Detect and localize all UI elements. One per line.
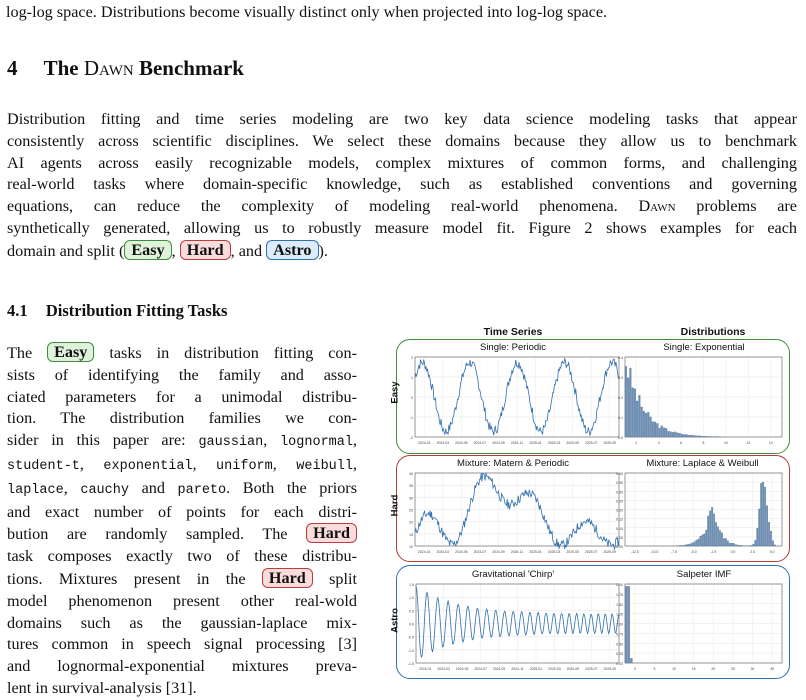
section-4-title-dawn: Dawn	[84, 56, 134, 80]
x-tick-label: 2025-01	[530, 667, 543, 671]
section-4-heading	[7, 56, 244, 81]
family-student-t: student-t	[7, 459, 80, 474]
y-tick-label: 1	[411, 376, 413, 380]
x-tick-label: 2025-07	[585, 550, 598, 554]
histogram-bar	[707, 516, 709, 546]
y-tick-label: -1.0	[408, 649, 414, 653]
histogram-bar	[677, 433, 679, 437]
histogram-bar	[723, 538, 725, 546]
y-tick-label: 1.00	[616, 623, 623, 627]
x-tick-label: 2024-07	[474, 550, 487, 554]
para-text: sider in this paper are:	[7, 431, 186, 449]
para-line: laplace, cauchy and pareto. Both the priors	[7, 478, 357, 502]
para-text: tions. Mixtures present in the	[7, 570, 246, 588]
y-tick-label: 0.25	[616, 499, 623, 503]
x-tick-label: 5	[653, 667, 655, 671]
para-line: task composes exactly two of these distribu-	[7, 546, 357, 568]
section-4-1-paragraph	[7, 342, 357, 700]
histogram-bar	[686, 545, 688, 546]
y-tick-label: -2	[410, 436, 413, 440]
para-line: lent in survival-analysis [31].	[7, 678, 357, 700]
family-weibull: weibull	[296, 459, 353, 474]
family-uniform: uniform	[216, 459, 273, 474]
x-tick-label: 2025-07	[585, 667, 598, 671]
section-4-line-text: ).	[319, 242, 328, 260]
x-tick-label: -7.5	[671, 550, 677, 554]
panel-title-ts-hard: Mixture: Matern & Periodic	[413, 458, 613, 469]
hard-badge: Hard	[306, 523, 357, 543]
section-4-paragraph	[7, 109, 797, 263]
x-tick-label: 8	[703, 441, 705, 445]
histogram-bar	[762, 482, 764, 546]
y-tick-label: 0.30	[616, 490, 623, 494]
x-tick-label: 10	[672, 667, 676, 671]
histogram-bar	[654, 422, 656, 437]
para-line	[7, 568, 357, 591]
x-tick-label: 5.0	[770, 550, 775, 554]
row-label-easy: Easy	[390, 373, 401, 413]
para-line: tures common in speech signal processing [3]	[7, 634, 357, 656]
y-tick-label: 0.05	[616, 536, 623, 540]
y-tick-label: 1.0	[409, 596, 414, 600]
easy-badge: Easy	[124, 240, 171, 260]
histogram-bar	[733, 543, 735, 546]
family-exponential: exponential	[103, 459, 192, 474]
histogram-bar	[758, 509, 760, 546]
x-tick-label: 2024-01	[418, 550, 431, 554]
histogram-bar	[632, 388, 634, 437]
x-tick-label: 2025-05	[566, 441, 579, 445]
y-tick-label: 0.75	[616, 632, 623, 636]
astro-badge: Astro	[266, 240, 318, 260]
histogram-bar	[690, 544, 692, 546]
x-tick-label: 2024-11	[511, 550, 523, 554]
section-4-line-text: ,	[172, 242, 176, 260]
histogram-bar	[756, 528, 758, 546]
histogram-bar	[627, 378, 629, 437]
chart-dist-astro	[615, 580, 785, 675]
x-tick-label: 0	[634, 667, 636, 671]
para-text: bution are randomly sampled. The	[7, 525, 288, 543]
y-tick-label: 30	[409, 496, 413, 500]
x-tick-label: 2025-07	[585, 441, 598, 445]
histogram-bar	[688, 435, 690, 437]
y-tick-label: 0.2	[618, 396, 623, 400]
histogram-bar	[679, 433, 681, 437]
y-tick-label: 0.4	[618, 356, 623, 360]
figure-2	[383, 325, 799, 691]
histogram-bar	[715, 522, 717, 546]
x-tick-label: 2.5	[750, 550, 755, 554]
row-label-hard: Hard	[390, 486, 401, 526]
family-pareto: pareto	[178, 483, 227, 498]
panel-title-dist-easy: Single: Exponential	[620, 342, 788, 353]
y-tick-label: 0	[411, 396, 413, 400]
x-tick-label: 30	[751, 667, 755, 671]
y-tick-label: 0.0	[409, 623, 414, 627]
x-tick-label: 2024-09	[493, 667, 506, 671]
chart-ts-hard	[405, 469, 622, 558]
y-tick-label: 2	[411, 356, 413, 360]
section-4-1-title: Distribution Fitting Tasks	[46, 301, 228, 320]
x-tick-label: 2024-03	[437, 441, 450, 445]
x-tick-label: 2024-01	[418, 441, 431, 445]
family-laplace: laplace	[7, 483, 64, 498]
y-tick-label: 0.3	[618, 376, 623, 380]
para-line: sists of identifying the family and asso-	[7, 365, 357, 387]
easy-badge: Easy	[47, 342, 94, 362]
para-line: sider in this paper are: gaussian, lognormal,	[7, 430, 357, 454]
y-tick-label: 20	[409, 521, 413, 525]
histogram-bar	[634, 389, 636, 437]
histogram-bar	[699, 436, 701, 437]
histogram-bar	[684, 545, 686, 546]
histogram-bar	[629, 368, 631, 437]
histogram-bar	[710, 436, 712, 437]
histogram-bar	[709, 511, 711, 546]
histogram-bar	[686, 434, 688, 437]
family-cauchy: cauchy	[80, 483, 129, 498]
col-header-distributions: Distributions	[608, 326, 806, 338]
y-tick-label: -1	[410, 416, 413, 420]
x-tick-label: 2025-09	[604, 667, 617, 671]
y-tick-label: 0.50	[616, 642, 623, 646]
histogram-bar	[698, 539, 700, 546]
x-tick-label: 2025-01	[529, 550, 542, 554]
x-tick-label: -2.5	[710, 550, 716, 554]
y-tick-label: 0.40	[616, 472, 623, 476]
histogram-bar	[663, 428, 665, 437]
histogram-bar	[739, 545, 741, 546]
top-continuation-line: log-log space. Distributions become visually distinct only when projected into log-log space.	[6, 2, 607, 24]
histogram-bar	[760, 483, 762, 546]
x-tick-label: 2025-05	[567, 667, 580, 671]
x-tick-label: 35	[770, 667, 774, 671]
y-tick-label: 25	[409, 509, 413, 513]
x-tick-label: 20	[711, 667, 715, 671]
x-tick-label: 2025-03	[548, 550, 561, 554]
para-line: domains such as the gaussian-laplace mix-	[7, 613, 357, 635]
para-line	[7, 342, 357, 365]
section-4-line-text: problems are	[696, 197, 797, 215]
x-tick-label: 2	[635, 441, 637, 445]
histogram-bar	[704, 534, 706, 546]
section-4-line: consistently across scientific disciplines. We select these domains because they allow us to benchmark	[7, 131, 797, 153]
histogram-bar	[735, 545, 737, 546]
x-tick-label: 2025-09	[604, 441, 617, 445]
histogram-bar	[725, 538, 727, 546]
y-tick-label: 2.00	[616, 583, 623, 587]
histogram-bar	[755, 540, 757, 546]
x-tick-label: 2025-03	[548, 441, 561, 445]
histogram-bar	[645, 413, 647, 437]
panel-title-ts-easy: Single: Periodic	[413, 342, 613, 353]
histogram-bar	[715, 436, 717, 437]
histogram-bar	[737, 545, 739, 546]
histogram-bar	[670, 432, 672, 437]
histogram-bar	[692, 543, 694, 546]
y-tick-label: -0.5	[408, 636, 414, 640]
histogram-bar	[625, 366, 627, 437]
histogram-bar	[690, 435, 692, 437]
histogram-bar	[696, 540, 698, 546]
y-tick-label: 1.50	[616, 603, 623, 607]
histogram-bar	[719, 530, 721, 546]
x-tick-label: 2025-03	[548, 667, 561, 671]
para-text: tasks in distribution fitting con-	[109, 344, 357, 362]
dawn-name: Dawn	[638, 197, 675, 215]
section-4-line-text: domain and split (	[7, 242, 124, 260]
section-4-number: 4	[7, 56, 18, 80]
y-tick-label: 15	[409, 533, 413, 537]
para-text: . Both the priors	[226, 479, 357, 497]
histogram-bar	[705, 530, 707, 546]
para-line: model phenomenon present other real-wold	[7, 591, 357, 613]
histogram-bar	[636, 401, 638, 437]
x-tick-label: 14	[769, 441, 773, 445]
x-tick-label: 2025-09	[604, 550, 617, 554]
y-tick-label: 0.15	[616, 518, 623, 522]
x-tick-label: -5.0	[691, 550, 697, 554]
histogram-bar	[641, 407, 643, 437]
hard-badge: Hard	[180, 240, 231, 260]
histogram-bar	[659, 428, 661, 437]
histogram-bar	[704, 436, 706, 437]
section-4-1-heading	[7, 301, 227, 321]
x-tick-label: 12	[746, 441, 750, 445]
section-4-line: synthetically generated, allowing us to robustly measure model fit. Figure 2 shows examples for each	[7, 218, 797, 240]
x-tick-label: 2024-11	[511, 667, 523, 671]
x-tick-label: 10	[724, 441, 728, 445]
histogram-bar	[638, 395, 640, 437]
x-tick-label: 2024-03	[437, 550, 450, 554]
x-tick-label: 2025-01	[529, 441, 542, 445]
y-tick-label: 0.35	[616, 481, 623, 485]
hard-badge: Hard	[262, 568, 313, 588]
histogram-bar	[708, 436, 710, 437]
histogram-bar	[753, 544, 755, 546]
section-4-line: AI agents across easily recognizable models, complex mixtures of common forms, and challenging	[7, 153, 797, 175]
histogram-bar	[681, 434, 683, 437]
histogram-bar	[697, 436, 699, 437]
histogram-bar	[665, 428, 667, 437]
histogram-bar	[674, 432, 676, 437]
x-tick-label: 2024-07	[474, 667, 487, 671]
histogram-bar	[701, 436, 703, 437]
histogram-bar	[768, 522, 770, 546]
histogram-bar	[643, 411, 645, 437]
histogram-bar	[713, 514, 715, 546]
para-text: and	[142, 479, 165, 497]
x-tick-label: 2024-09	[492, 550, 505, 554]
histogram-bar	[680, 545, 682, 546]
y-tick-label: 10	[409, 545, 413, 549]
y-tick-label: 0.10	[616, 527, 623, 531]
x-tick-label: 2024-01	[419, 667, 432, 671]
section-4-1-number: 4.1	[7, 301, 28, 320]
row-label-astro: Astro	[390, 601, 401, 641]
histogram-bar	[772, 541, 774, 546]
panel-title-dist-astro: Salpeter IMF	[620, 569, 788, 580]
x-tick-label: -12.5	[631, 550, 639, 554]
chart-ts-easy	[405, 353, 622, 449]
x-tick-label: 2024-03	[437, 667, 450, 671]
histogram-bar	[706, 436, 708, 437]
histogram-bar	[656, 423, 658, 437]
section-4-line-text: , and	[231, 242, 262, 260]
y-tick-label: 0.1	[618, 416, 623, 420]
col-header-time-series: Time Series	[413, 326, 613, 338]
y-tick-label: 40	[409, 472, 413, 476]
histogram-bar	[766, 506, 768, 546]
histogram-bar	[650, 417, 652, 437]
histogram-bar	[668, 431, 670, 437]
x-tick-label: 2024-07	[474, 441, 487, 445]
x-tick-label: 2024-05	[455, 550, 468, 554]
para-line: tion. The distribution families we con-	[7, 408, 357, 430]
section-4-line	[7, 196, 797, 218]
x-tick-label: 15	[692, 667, 696, 671]
y-tick-label: 0.20	[616, 509, 623, 513]
section-4-line	[7, 240, 797, 263]
histogram-bar	[695, 436, 697, 437]
histogram-bar	[702, 535, 704, 546]
family-gaussian: gaussian	[198, 435, 263, 450]
section-4-line: Distribution fitting and time series modeling are two key data science modeling tasks that appear	[7, 109, 797, 131]
para-text: split	[329, 570, 357, 588]
histogram-bar	[692, 435, 694, 437]
x-tick-label: 0.0	[731, 550, 736, 554]
para-line: student-t, exponential, uniform, weibull,	[7, 454, 357, 478]
histogram-bar	[764, 487, 766, 546]
x-tick-label: 2024-05	[455, 441, 468, 445]
para-line	[7, 523, 357, 546]
section-4-line: real-world tasks where domain-specific knowledge, such as established conventions and governing	[7, 174, 797, 196]
x-tick-label: 25	[731, 667, 735, 671]
x-tick-label: 6	[680, 441, 682, 445]
histogram-bar	[721, 533, 723, 546]
histogram-bar	[625, 586, 627, 663]
x-tick-label: 2024-05	[456, 667, 469, 671]
family-lognormal: lognormal	[280, 435, 353, 450]
y-tick-label: 1.25	[616, 613, 623, 617]
y-tick-label: 35	[409, 484, 413, 488]
x-tick-label: -10.0	[651, 550, 659, 554]
para-line: ciated parameters for a unimodal distribu-	[7, 387, 357, 409]
y-tick-label: 1.75	[616, 593, 623, 597]
x-tick-label: 2025-05	[566, 550, 579, 554]
y-tick-label: 0.00	[616, 545, 623, 549]
histogram-bar	[647, 412, 649, 437]
x-tick-label: 2024-11	[511, 441, 523, 445]
chart-dist-easy	[615, 353, 785, 449]
x-tick-label: 2024-09	[492, 441, 505, 445]
histogram-bar	[683, 435, 685, 437]
chart-dist-hard	[615, 469, 785, 558]
histogram-bar	[774, 545, 776, 546]
histogram-bar	[751, 545, 753, 546]
y-tick-label: 0.5	[409, 609, 414, 613]
histogram-bar	[729, 543, 731, 546]
histogram-bar	[688, 544, 690, 546]
panel-title-ts-astro: Gravitational 'Chirp'	[413, 569, 613, 580]
section-4-line-text: equations, can reduce the complexity of modeling real-world phenomena.	[7, 197, 618, 215]
section-4-title-pre: The	[44, 56, 79, 80]
histogram-bar	[682, 545, 684, 546]
histogram-bar	[711, 507, 713, 546]
y-tick-label: -1.5	[408, 662, 414, 666]
y-tick-label: 0.00	[616, 662, 623, 666]
y-tick-label: 0.25	[616, 652, 623, 656]
chart-ts-astro	[405, 580, 622, 675]
y-tick-label: 0.0	[618, 436, 623, 440]
histogram-bar	[717, 527, 719, 546]
para-line: and exact number of points for each distri-	[7, 502, 357, 524]
histogram-bar	[661, 426, 663, 437]
x-tick-label: 4	[658, 441, 660, 445]
histogram-bar	[628, 586, 630, 663]
histogram-bar	[700, 536, 702, 546]
histogram-bar	[672, 432, 674, 437]
para-line: and lognormal-exponential mixtures preva-	[7, 656, 357, 678]
histogram-bar	[731, 543, 733, 546]
histogram-bar	[652, 422, 654, 437]
histogram-bar	[630, 658, 632, 663]
y-tick-label: 1.5	[409, 583, 414, 587]
panel-title-dist-hard: Mixture: Laplace & Weibull	[615, 458, 790, 469]
histogram-bar	[727, 541, 729, 546]
histogram-bar	[741, 545, 743, 546]
section-4-title-post: Benchmark	[139, 56, 244, 80]
histogram-bar	[694, 542, 696, 546]
para-text: The	[7, 344, 32, 362]
histogram-bar	[770, 531, 772, 546]
